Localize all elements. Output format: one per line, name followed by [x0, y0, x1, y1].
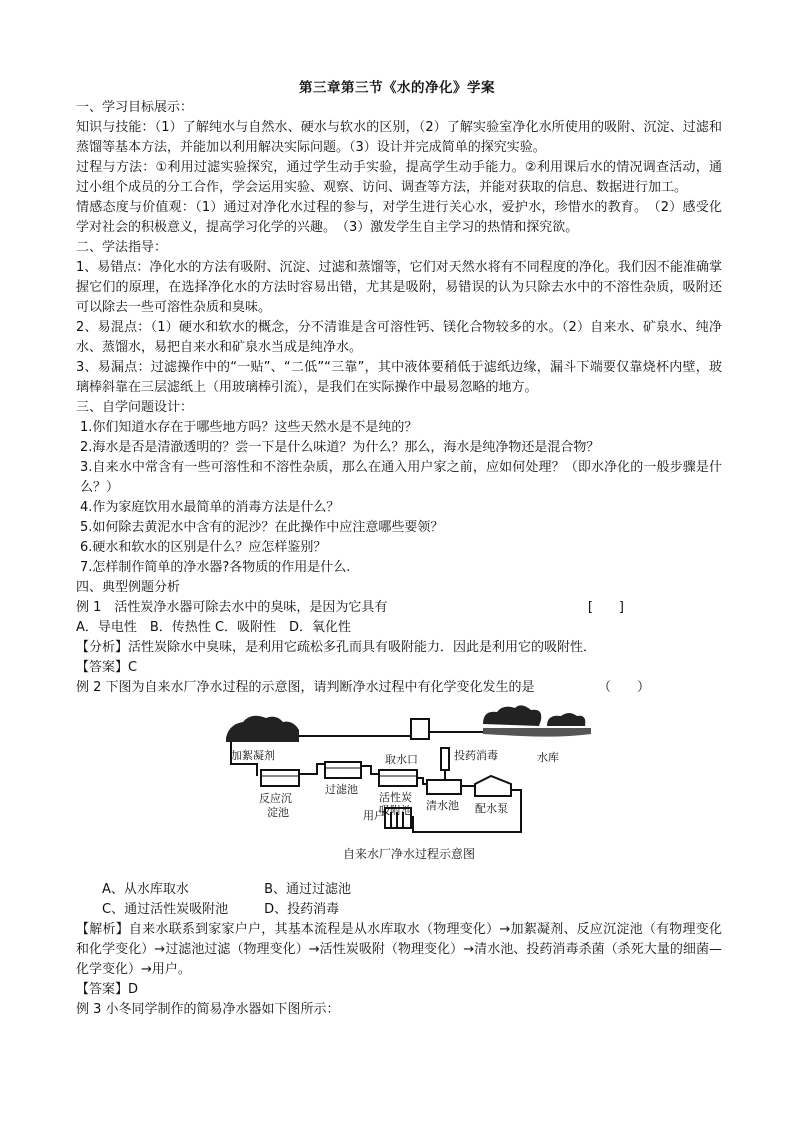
- intake-box: [411, 719, 429, 739]
- water-plant-diagram: [221, 704, 621, 874]
- label-filter: 过滤池: [325, 783, 358, 796]
- question-6: 6.硬水和软水的区别是什么？应怎样鉴别？: [80, 540, 327, 555]
- intake-structure-left: [226, 716, 299, 738]
- example-2-options-row-1: [76, 880, 722, 900]
- label-disinfect: 投药消毒: [454, 749, 498, 762]
- label-carbon-1: 活性炭: [379, 791, 412, 804]
- example-2-option-a: A、从水库取水: [102, 882, 189, 897]
- clear-water-tank: [427, 780, 461, 794]
- question-1: 1.你们知道水存在于哪些地方吗？这些天然水是不是纯的？: [80, 420, 418, 435]
- goal-process: 过程与方法：①利用过滤实验探究，通过学生动手实验，提高学生动手能力。②利用课后水的情况调查活动，通过小组个成员的分工合作，学会运用实验、观察、访问、调查等方法，并能对获取的信息、数据进行加工。: [76, 160, 722, 195]
- sediment-tank: [261, 770, 299, 786]
- method-omission-point: 3、易漏点：过滤操作中的“一贴”、“二低”“三靠”，其中液体要稍低于滤纸边缘，漏斗下端要仅靠烧杯内壁，玻璃棒斜靠在三层滤纸上（用玻璃棒引流），是我们在实际操作中最易忽略的地方。: [76, 360, 722, 395]
- reservoir-water: [483, 728, 591, 737]
- goal-attitude: 情感态度与价值观：（1）通过对净化水过程的参与，对学生进行关心水，爱护水，珍惜水的教育。 （2）感受化学对社会的积极意义，提高学习化学的兴趣。 （3）激发学生自主学习的热情和探究欲。: [76, 200, 722, 235]
- example-1-answer-bracket: [ ]: [587, 600, 624, 615]
- method-confusion-point: 2、易混点：（1）硬水和软水的概念，分不清谁是含可溶性钙、镁化合物较多的水。（2）自来水、矿泉水、纯净水、蒸馏水，易把自来水和矿泉水当成是纯净水。: [76, 320, 722, 355]
- label-coagulant: 加絮凝剂: [231, 749, 275, 762]
- method-error-point: 1、易错点：净化水的方法有吸附、沉淀、过滤和蒸馏等，它们对天然水将有不同程度的净化。我们因不能准确掌握它们的原理，在选择净化水的方法时容易出错，尤其是吸附，易错误的认为只除去水中的不溶性杂质，吸附还可以除去一些可溶性杂质和臭味。: [76, 260, 722, 315]
- example-1-options: A．导电性 B．传热性 C．吸附性 D．氧化性: [76, 620, 352, 635]
- example-2-stem: [76, 678, 722, 698]
- example-1-stem-text: 例 1 活性炭净水器可除去水中的臭味，是因为它具有: [76, 600, 388, 615]
- label-sediment-1: 反应沉: [259, 792, 292, 805]
- disinfect-box: [441, 748, 449, 770]
- example-2-analysis: 【解析】自来水联系到家家户户，其基本流程是从水库取水（物理变化）→加絮凝剂、反应沉淀池（有物理变化和化学变化）→过滤池过滤（物理变化）→活性炭吸附（物理变化）→清水池、投药消毒杀菌（杀死大量的细菌—化学变化）→用户。: [76, 922, 722, 977]
- reservoir-trees-right: [547, 713, 585, 726]
- question-5: 5.如何除去黄泥水中含有的泥沙？在此操作中应注意哪些要领？: [80, 520, 444, 535]
- example-1-answer: 【答案】C: [76, 660, 138, 675]
- intake-structure-base: [226, 738, 299, 742]
- label-user: 用户: [363, 809, 385, 822]
- example-3-stem: 例 3 小冬同学制作的简易净水器如下图所示：: [76, 1002, 340, 1017]
- section-heading-examples: 四、典型例题分析: [76, 580, 181, 595]
- question-3: 3.自来水中常含有一些可溶性和不溶性杂质，那么在通入用户家之前，应如何处理？（即水净化的一般步骤是什么？）: [80, 460, 722, 495]
- intake-pipe: [299, 730, 411, 736]
- pipe-filter-carbon: [361, 766, 379, 774]
- goal-knowledge: 知识与技能：（1）了解纯水与自然水、硬水与软水的区别，（2）了解实验室净化水所使用的吸附、沉淀、过滤和蒸馏等基本方法，并能加以利用解决实际问题。（3）设计并完成简单的探究实验。: [76, 120, 722, 155]
- example-2-options-row-2: [76, 900, 722, 920]
- example-2-answer-bracket: （ ）: [597, 680, 650, 695]
- example-2-answer: 【答案】D: [76, 982, 139, 997]
- pump-structure: [475, 776, 511, 796]
- question-4: 4.作为家庭饮用水最简单的消毒方法是什么？: [80, 500, 340, 515]
- example-2-option-c: C、通过活性炭吸附池: [102, 902, 229, 917]
- pipe-carbon-clear: [417, 778, 427, 784]
- example-2-stem-text: 例 2 下图为自来水厂净水过程的示意图，请判断净水过程中有化学变化发生的是: [76, 680, 535, 695]
- filter-tank: [325, 762, 361, 778]
- label-clear-water: 清水池: [426, 799, 459, 812]
- question-7: 7.怎样制作简单的净水器?各物质的作用是什么.: [80, 560, 351, 575]
- example-2-option-b: B、通过过滤池: [264, 882, 352, 897]
- question-2: 2.海水是否是清澈透明的？尝一下是什么味道？为什么？那么，海水是纯净物还是混合物？: [80, 440, 600, 455]
- document-body: [76, 98, 722, 1020]
- label-sediment-2: 淀池: [267, 806, 289, 819]
- label-intake: 取水口: [385, 753, 418, 766]
- section-heading-method: 二、学法指导：: [76, 240, 168, 255]
- label-carbon-2: 吸附池: [379, 804, 412, 817]
- label-pump: 配水泵: [475, 802, 508, 815]
- label-reservoir: 水库: [537, 751, 559, 764]
- carbon-tank: [379, 770, 417, 786]
- example-1-analysis: 【分析】活性炭除水中臭味，是利用它疏松多孔而具有吸附能力．因此是利用它的吸附性．: [76, 640, 597, 655]
- page-title: 第三章第三节《水的净化》学案: [299, 80, 495, 96]
- example-2-option-d: D、投药消毒: [264, 902, 340, 917]
- reservoir-trees: [483, 705, 541, 726]
- figure-caption: 自来水厂净水过程示意图: [343, 847, 476, 861]
- section-heading-goals: 一、学习目标展示：: [76, 100, 194, 115]
- pipe-sediment-filter: [299, 764, 325, 774]
- example-1-stem: [76, 598, 722, 618]
- section-heading-questions: 三、自学问题设计：: [76, 400, 194, 415]
